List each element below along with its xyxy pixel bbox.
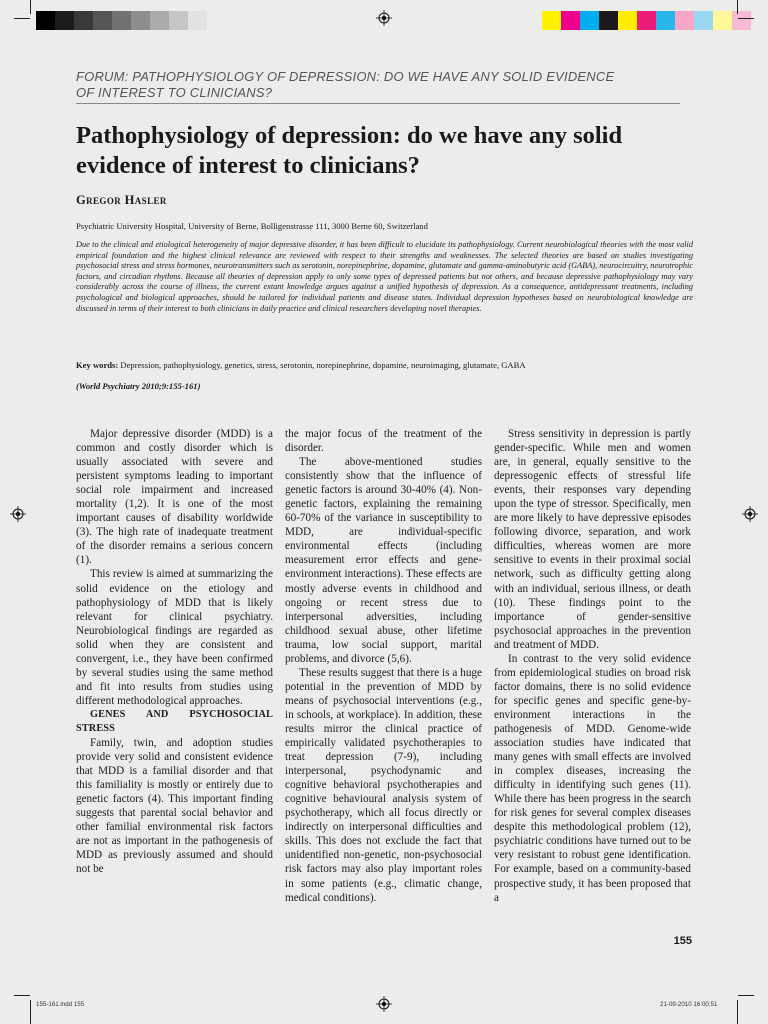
body-column-2 [285,427,482,905]
crosshair-registration-icon [10,506,26,522]
print-slug-timestamp: 21-09-2010 16:00:51 [660,1001,718,1008]
author-affiliation: Psychiatric University Hospital, University of Berne, Bolligenstrasse 111, 3000 Berne 60, Switzerland [76,221,428,231]
body-paragraph: This review is aimed at summarizing the solid evidence on the etiology and pathophysiology of MDD that is likely relevant for clinical psychiatry. Neurobiological findings are regarded as solid when they are consistent and convergent, i.e., they have been confirmed by several studies using the same method and fit into results from studies using different methodological approaches. [76,568,273,707]
crosshair-registration-icon [376,10,392,26]
title-line: evidence of interest to clinicians? [76,152,420,179]
grey-patch [74,11,93,30]
body-column-1 [76,427,273,877]
grey-calibration-bar [36,11,207,30]
article-title [76,121,696,181]
author-name: Gregor Hasler [76,193,167,207]
forum-header-line: FORUM: PATHOPHYSIOLOGY OF DEPRESSION: DO WE HAVE ANY SOLID EVIDENCE [76,69,615,84]
grey-patch [112,11,131,30]
crop-mark [14,995,30,996]
keywords-list: Depression, pathophysiology, genetics, stress, serotonin, norepinephrine, dopamine, neuroimaging, glutamate, GABA [118,360,526,370]
grey-patch [36,11,55,30]
color-patch [675,11,694,30]
grey-patch [169,11,188,30]
crop-mark [737,0,738,14]
title-line: Pathophysiology of depression: do we have any solid [76,122,623,149]
color-patch [599,11,618,30]
body-paragraph: Stress sensitivity in depression is partly gender-specific. While men and women are, in general, equally sensitive to the depressogenic effects of stressful life events, their responses vary depending upon the type of stressor. Specifically, men are more likely to have depressive episodes following divorce, separation, and work difficulties, whereas women are more sensitive to events in their proximal social network, such as difficulty getting along with an individual, serious illness, or death (10). These findings point to the importance of gender-sensitive psychosocial approaches in the prevention and treatment of MDD. [494,428,691,651]
body-paragraph: the major focus of the treatment of the disorder. [285,428,482,455]
grey-patch [188,11,207,30]
color-patch [542,11,561,30]
print-slug-file: 155-161.indd 155 [36,1001,85,1008]
crop-mark [737,1000,738,1024]
header-divider [76,103,680,104]
color-patch [580,11,599,30]
grey-patch [131,11,150,30]
keywords-label: Key words: [76,360,119,370]
body-column-3 [494,427,691,905]
journal-citation: (World Psychiatry 2010;9:155-161) [76,381,201,391]
body-paragraph: These results suggest that there is a huge potential in the prevention of MDD by means of psychosocial interventions (e.g., in schools, at workplace). In addition, these results mirror the clinical practice of empirically validated psychotherapies to treat depression (7-9), including interpersonal, psychodynamic and cognitive behavioral psychotherapies and cognitive behavioural analysis system of psychotherapy, which all focus directly or indirectly on interpersonal difficulties and skills. This does not exclude the fact that unidentified non-genetic, non-psychosocial risk factors may also play important roles in some patients (e.g., climatic change, medical conditions). [285,666,482,904]
grey-patch [150,11,169,30]
forum-header-line: OF INTEREST TO CLINICIANS? [76,85,273,100]
abstract: Due to the clinical and etiological heterogeneity of major depressive disorder, it has been difficult to elucidate its pathophysiology. Current neurobiological theories with the most valid empirical foundation and the highest clinical relevance are reviewed with respect to their strengths and weaknesses. The selected theories are based on studies investigating psychosocial stress and stress hormones, neurotransmitters such as serotonin, norepinephrine, dopamine, glutamate and gamma-aminobutyric acid (GABA), neurocircuitry, neurotrophic factors, and circadian rhythms. Because all theories of depression apply to only some types of depressed patients but not others, and because depressive pathophysiology may vary considerably across the course of illness, the current extant knowledge argues against a unified hypothesis of depression. As a consequence, antidepressant treatments, including psychological and biological approaches, should be tailored for individual patients and disease states. Individual depression hypotheses based on neurobiological knowledge are discussed in terms of their interest to both clinicians in daily practice and clinical researchers developing novel therapies. [76,240,693,313]
color-patch [713,11,732,30]
crosshair-registration-icon [742,506,758,522]
section-heading: GENES AND PSYCHOSOCIAL STRESS [76,708,273,734]
crop-mark [738,995,754,996]
body-paragraph: The above-mentioned studies consistently show that the influence of genetic factors is around 30-40% (4). Non-genetic factors, explaining the remaining 60-70% of the variance in susceptibility to MDD, are individual-specific environmental effects (including measurement error effects and gene-environment interactions). These effects are mostly adverse events in childhood and ongoing or recent stress due to interpersonal adversities, including childhood sexual abuse, other lifetime trauma, low social support, marital problems, and divorce (5,6). [285,456,482,665]
crop-mark [738,18,754,19]
crop-mark [14,18,30,19]
body-paragraph: Family, twin, and adoption studies provide very solid and consistent evidence that MDD is a familial disorder and that this familiality is mostly or entirely due to genetic factors (4). This important finding suggests that parental social behavior and other familial environmental risk factors are not as important in the pathogenesis of MDD as previously assumed and should not be [76,737,273,876]
body-paragraph: Major depressive disorder (MDD) is a common and costly disorder which is usually associated with severe and persistent symptoms leading to important social role impairment and increased mortality (1,2). It is one of the most important causes of disability worldwide (3). The high rate of inadequate treatment of the disorder remains a serious concern (1). [76,428,273,567]
keywords [76,360,696,370]
color-patch [561,11,580,30]
crosshair-registration-icon [376,996,392,1012]
crop-mark [30,0,31,14]
color-patch [656,11,675,30]
forum-header [76,69,696,101]
page-number: 155 [673,935,692,947]
color-patch [618,11,637,30]
color-patch [694,11,713,30]
crop-mark [30,1000,31,1024]
color-patch [732,11,751,30]
color-calibration-bar [542,11,751,30]
body-paragraph: In contrast to the very solid evidence from epidemiological studies on broad risk factor domains, there is no solid evidence for specific genes and specific gene-by-environment interactions in the pathogenesis of MDD. Genome-wide association studies have indicated that many genes with small effects are involved in complex diseases, increasing the difficulty in identifying such genes (11). While there has been progress in the search for risk genes for several complex diseases despite this methodological problem (12), psychiatric conditions have turned out to be very resistant to robust gene identification. For example, based on a community-based prospective study, it has been proposed that a [494,652,691,904]
grey-patch [55,11,74,30]
grey-patch [93,11,112,30]
color-patch [637,11,656,30]
